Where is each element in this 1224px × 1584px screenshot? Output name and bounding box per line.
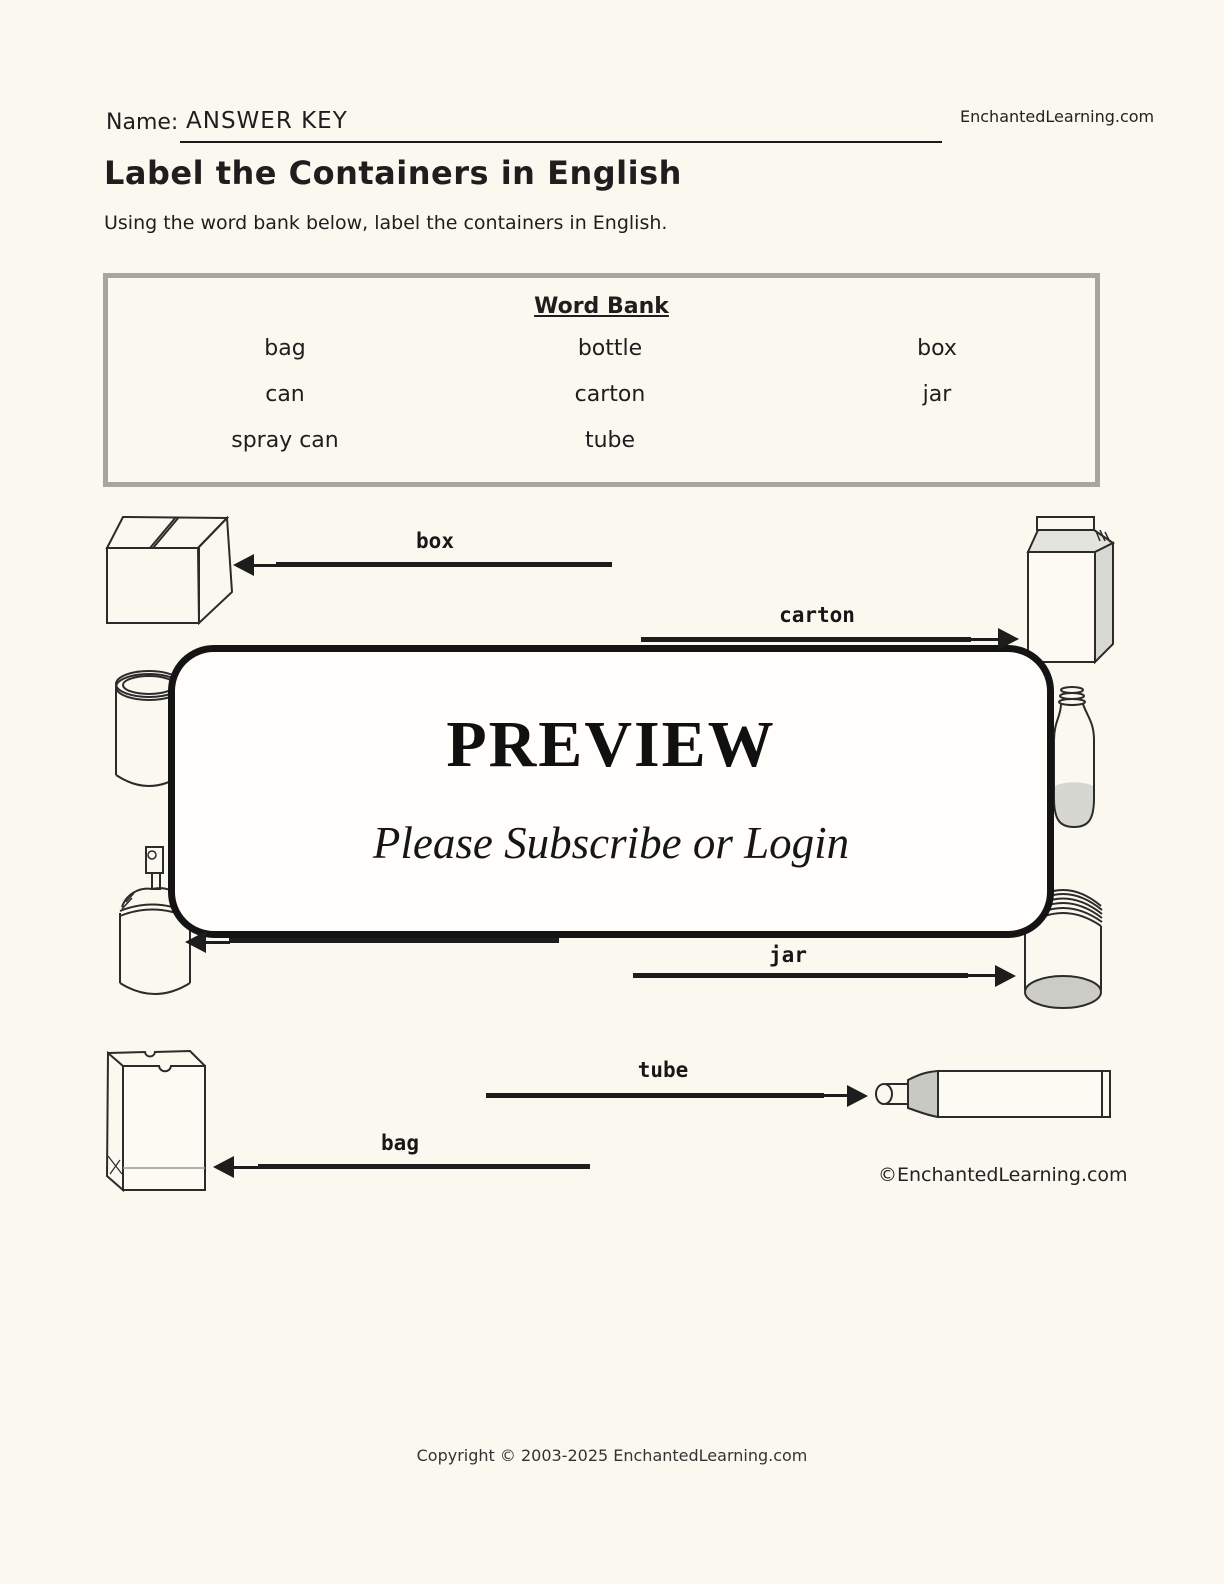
word-bank-item-jar: jar: [922, 382, 952, 407]
bottle-illustration: [1050, 684, 1098, 832]
carton-arrow-shaft: [970, 638, 998, 641]
jar-answer-label: jar: [769, 943, 807, 967]
carton-illustration: [1022, 514, 1117, 664]
word-bank-item-bottle: bottle: [577, 336, 643, 361]
tube-arrow-shaft: [823, 1094, 847, 1097]
name-answer-value: ANSWER KEY: [186, 108, 348, 134]
spray-can-arrow-shaft: [204, 941, 230, 944]
tube-arrowhead-icon: [847, 1085, 868, 1107]
bag-arrow: [258, 1164, 590, 1169]
spray-can-arrow: [229, 938, 559, 943]
instructions-text: Using the word bank below, label the containers in English.: [104, 212, 668, 234]
illustration-credit: ©EnchantedLearning.com: [878, 1164, 1128, 1186]
bag-arrowhead-icon: [213, 1156, 234, 1178]
word-bank-item-box: box: [917, 336, 957, 361]
tube-illustration: [874, 1068, 1116, 1120]
jar-arrow: [633, 973, 968, 978]
name-underline: [180, 141, 942, 143]
word-bank-title: Word Bank: [534, 294, 669, 319]
footer-copyright: Copyright © 2003-2025 EnchantedLearning.com: [416, 1446, 808, 1465]
word-bank-item-carton: carton: [574, 382, 646, 407]
tube-arrow: [486, 1093, 824, 1098]
preview-title: PREVIEW: [446, 708, 776, 781]
box-illustration: [105, 514, 235, 626]
bag-arrow-shaft: [232, 1166, 258, 1169]
page-title: Label the Containers in English: [104, 154, 682, 192]
carton-arrowhead-icon: [998, 628, 1019, 650]
preview-overlay: [168, 645, 1054, 938]
box-arrow-shaft: [252, 564, 276, 567]
carton-answer-label: carton: [779, 603, 855, 627]
word-bank-item-can: can: [265, 382, 305, 407]
bag-answer-label: bag: [381, 1131, 419, 1155]
spray-can-arrowhead-icon: [185, 931, 206, 953]
box-arrowhead-icon: [233, 554, 254, 576]
word-bank-item-bag: bag: [264, 336, 306, 361]
site-link[interactable]: EnchantedLearning.com: [960, 107, 1155, 126]
bag-illustration: [104, 1044, 208, 1194]
jar-arrowhead-icon: [995, 965, 1016, 987]
name-label: Name:: [106, 110, 179, 135]
box-answer-label: box: [416, 529, 454, 553]
tube-answer-label: tube: [637, 1058, 689, 1082]
subscribe-or-login-link[interactable]: Please Subscribe or Login: [372, 818, 850, 868]
word-bank-item-tube: tube: [584, 428, 636, 453]
carton-arrow: [641, 637, 971, 642]
jar-arrow-shaft: [966, 974, 996, 977]
word-bank: [103, 273, 1100, 487]
word-bank-item-spray-can: spray can: [231, 428, 339, 453]
box-arrow: [276, 562, 612, 567]
